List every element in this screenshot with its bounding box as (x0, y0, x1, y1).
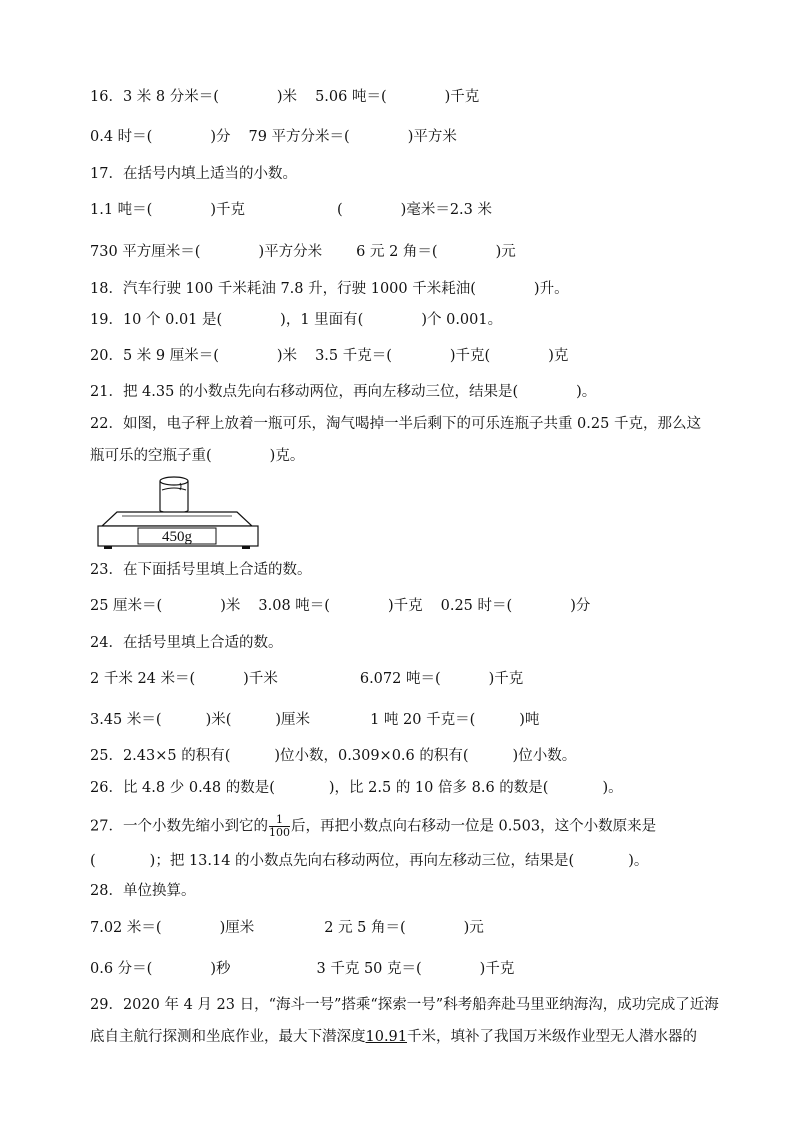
q21-text-a: 21．把 4.35 的小数点先向右移动两位，再向左移动三位，结果是( (90, 384, 519, 400)
q20-text-c: 3.5 千克＝( (315, 348, 392, 364)
q19-text-c: )个 0.001。 (421, 312, 503, 328)
q20-text-d: )千克( (449, 348, 491, 364)
q20-text-a: 20．5 米 9 厘米＝( (90, 348, 219, 364)
q16-text-g: 79 平方分米＝( (248, 129, 350, 145)
q16-line2 (90, 127, 457, 147)
q24-line1 (90, 669, 523, 689)
q16-line1 (90, 87, 479, 107)
q28-text-d: )元 (463, 920, 484, 936)
q24-text-d: )千克 (488, 671, 524, 687)
q24-text-i: )吨 (519, 712, 540, 728)
q17-text-c: ( (337, 202, 343, 218)
q26-text-b: )，比 2.5 的 10 倍多 8.6 的数是( (328, 780, 549, 796)
q23-text-c: 3.08 吨＝( (258, 598, 330, 614)
q29-depth-underlined: 10.91 (365, 1029, 408, 1045)
q24-text-b: )千米 (243, 671, 278, 687)
q23-text-f: )分 (570, 598, 591, 614)
q24-line2 (90, 710, 539, 730)
q16-text-c: 5.06 吨＝( (315, 89, 387, 105)
q24-text-h: 1 吨 20 千克＝( (370, 712, 476, 728)
q26-line (90, 778, 623, 798)
q27-text-d: )；把 13.14 的小数点先向右移动两位，再向左移动三位，结果是( (149, 853, 575, 869)
q25-text-c: )位小数。 (512, 748, 577, 764)
q22-text-b: )克。 (269, 448, 305, 464)
q23-line1 (90, 596, 590, 616)
q17-text-e: 730 平方厘米＝( (90, 244, 201, 260)
q24-text-c: 6.072 吨＝( (359, 671, 441, 687)
q28-text-g: 3 千克 50 克＝( (316, 961, 422, 977)
q16-text-h: )平方米 (407, 129, 457, 145)
q19-text-b: )，1 里面有( (280, 312, 364, 328)
fraction-numerator: 1 (269, 814, 290, 827)
q17-text-g: 6 元 2 角＝( (356, 244, 438, 260)
fraction-one-hundredth (269, 814, 290, 839)
q23-title: 23．在下面括号里填上合适的数。 (90, 562, 312, 578)
cola-bottle-icon (160, 477, 188, 514)
q29-line2 (90, 1027, 697, 1047)
q28-text-h: )千克 (479, 961, 515, 977)
q20-text-e: )克 (548, 348, 569, 364)
q26-text-c: )。 (602, 780, 623, 796)
q23-text-b: )米 (220, 598, 241, 614)
q24-text-a: 2 千米 24 米＝( (90, 671, 196, 687)
q20-text-b: )米 (276, 348, 298, 364)
q18-line (90, 279, 569, 299)
fraction-denominator: 100 (268, 826, 290, 839)
q24-text-e: 3.45 米＝( (90, 712, 162, 728)
q27-text-b: 后，再把小数点向右移动一位是 0.503，这个小数原来是 (290, 818, 657, 835)
q23-text-d: )千克 (387, 598, 423, 614)
q28-line2 (90, 959, 514, 979)
q27-text-e: )。 (628, 853, 649, 869)
q21-line (90, 382, 596, 402)
q29-text-b: 千米，填补了我国万米级作业型无人潜水器的 (407, 1029, 698, 1045)
q20-line (90, 346, 568, 366)
q28-text-a: 7.02 米＝( (90, 920, 162, 936)
q18-text-b: )升。 (533, 281, 569, 297)
q28-text-f: )秒 (210, 961, 231, 977)
q17-text-a: 1.1 吨＝( (90, 202, 153, 218)
q19-line (90, 310, 502, 330)
q22-line2 (90, 446, 304, 466)
q22-line1: 22．如图，电子秤上放着一瓶可乐，淘气喝掉一半后剩下的可乐连瓶子共重 0.25 千克，那么这 (90, 416, 701, 432)
q23-text-a: 25 厘米＝( (90, 598, 163, 614)
q17-text-f: )平方分米 (258, 244, 323, 260)
q17-text-d: )毫米＝2.3 米 (400, 202, 492, 218)
q18-text-a: 18．汽车行驶 100 千米耗油 7.8 升，行驶 1000 千米耗油( (90, 281, 476, 297)
q16-text-a: 16．3 米 8 分米＝( (90, 89, 219, 105)
q26-text-a: 26．比 4.8 少 0.48 的数是( (90, 780, 275, 796)
q21-text-b: )。 (576, 384, 597, 400)
q17-title: 17．在括号内填上适当的小数。 (90, 166, 297, 182)
q16-text-b: )米 (276, 89, 298, 105)
q25-text-b: )位小数，0.309×0.6 的积有( (274, 748, 469, 764)
q22-text-a: 瓶可乐的空瓶子重( (90, 448, 212, 464)
q28-title: 28．单位换算。 (90, 883, 196, 899)
q24-text-f: )米( (205, 712, 232, 728)
q17-text-b: )千克 (210, 202, 245, 218)
scale-platform (102, 512, 252, 526)
q24-text-g: )厘米 (275, 712, 311, 728)
q29-text-a: 底自主航行探测和坐底作业，最大下潜深度 (90, 1029, 366, 1045)
q23-text-e: 0.25 时＝( (440, 598, 513, 614)
q27-text-c: ( (90, 853, 96, 869)
q17-line2 (90, 242, 516, 262)
q24-title: 24．在括号里填上合适的数。 (90, 635, 283, 651)
q27-line2 (90, 851, 648, 871)
scale-reading: 450g (162, 529, 192, 545)
q17-text-h: )元 (495, 244, 516, 260)
q28-text-c: 2 元 5 角＝( (324, 920, 406, 936)
q28-text-b: )厘米 (219, 920, 255, 936)
q25-line (90, 746, 576, 766)
q28-line1 (90, 918, 484, 938)
q27-text-a: 27．一个小数先缩小到它的 (90, 818, 268, 835)
q16-text-e: 0.4 时＝( (90, 129, 153, 145)
q16-text-f: )分 (210, 129, 231, 145)
q29-line1: 29．2020 年 4 月 23 日，“海斗一号”搭乘“探索一号”科考船奔赴马里亚纳海沟，成功完成了近海 (90, 997, 719, 1013)
q25-text-a: 25．2.43×5 的积有( (90, 748, 231, 764)
q17-line1 (90, 200, 492, 220)
q19-text-a: 19．10 个 0.01 是( (90, 312, 223, 328)
q27-line1 (90, 814, 656, 839)
electronic-scale-figure (92, 474, 262, 554)
q16-text-d: )千克 (444, 89, 480, 105)
q28-text-e: 0.6 分＝( (90, 961, 153, 977)
